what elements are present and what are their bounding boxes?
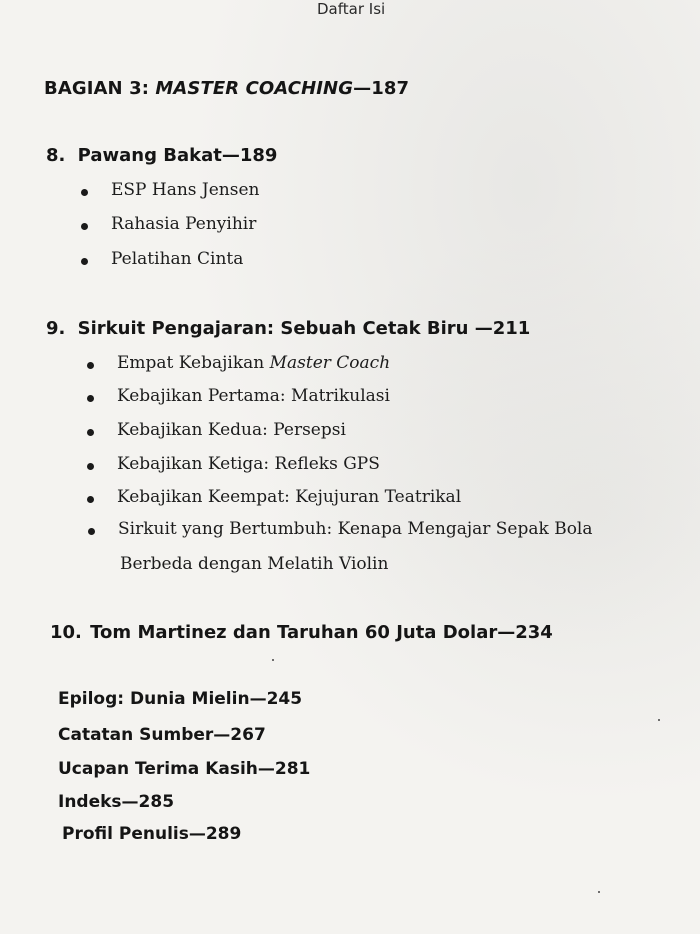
bullet-dot <box>87 496 94 503</box>
chapter-title: Tom Martinez dan Taruhan 60 Juta Dolar—234 <box>90 622 553 643</box>
list-item <box>111 249 243 269</box>
chapter-number: 8. <box>46 145 66 166</box>
bullet-dot <box>87 463 94 470</box>
back-matter-epilog: Epilog: Dunia Mielin—245 <box>58 689 303 709</box>
paper-speck <box>272 659 274 661</box>
chapter-10-heading <box>50 622 553 643</box>
bullet-dot <box>81 223 88 230</box>
part-page: —187 <box>353 78 410 99</box>
list-item <box>111 214 256 234</box>
bullet-dot <box>87 395 94 402</box>
bullet-dot <box>88 528 95 535</box>
bullet-dot <box>87 429 94 436</box>
list-item <box>117 454 380 474</box>
back-matter-index: Indeks—285 <box>58 792 175 812</box>
list-item <box>117 487 461 507</box>
list-item <box>117 353 390 373</box>
chapter-title: Sirkuit Pengajaran: Sebuah Cetak Biru —211 <box>77 318 531 339</box>
list-item-text: ESP Hans Jensen <box>111 180 260 200</box>
list-item <box>118 519 593 539</box>
back-matter-acknowledgments: Ucapan Terima Kasih—281 <box>58 759 311 779</box>
chapter-number: 10. <box>50 622 82 643</box>
list-item-text: Kebajikan Keempat: Kejujuran Teatrikal <box>117 487 462 507</box>
chapter-number: 9. <box>46 318 66 339</box>
list-item-text: Sirkuit yang Bertumbuh: Kenapa Mengajar Sepak Bola <box>118 519 593 539</box>
part-prefix: BAGIAN 3: <box>44 78 156 99</box>
paper-speck <box>658 719 660 721</box>
list-item-text: Rahasia Penyihir <box>111 214 257 234</box>
back-matter-notes: Catatan Sumber—267 <box>58 725 266 745</box>
bullet-dot <box>81 189 88 196</box>
paper-speck <box>598 891 600 893</box>
chapter-9-heading <box>46 318 530 339</box>
list-item-text: Pelatihan Cinta <box>111 249 244 269</box>
chapter-8-heading <box>46 145 277 166</box>
list-item-text: Kebajikan Pertama: Matrikulasi <box>117 386 390 406</box>
bullet-dot <box>81 258 88 265</box>
list-item-text: Empat Kebajikan Master Coach <box>117 353 391 373</box>
list-item <box>117 420 346 440</box>
list-item-continuation <box>120 554 388 574</box>
list-item-text: Berbeda dengan Melatih Violin <box>120 554 389 574</box>
list-item-text: Kebajikan Kedua: Persepsi <box>117 420 346 440</box>
list-item <box>111 180 260 200</box>
back-matter-author-profile: Profil Penulis—289 <box>62 824 242 844</box>
part-title: MASTER COACHING <box>155 78 354 99</box>
bullet-dot <box>87 362 94 369</box>
list-item <box>117 386 390 406</box>
part-heading <box>44 78 409 99</box>
list-item-text: Kebajikan Ketiga: Refleks GPS <box>117 454 380 474</box>
running-head: Daftar Isi <box>317 0 386 18</box>
chapter-title: Pawang Bakat—189 <box>77 145 278 166</box>
